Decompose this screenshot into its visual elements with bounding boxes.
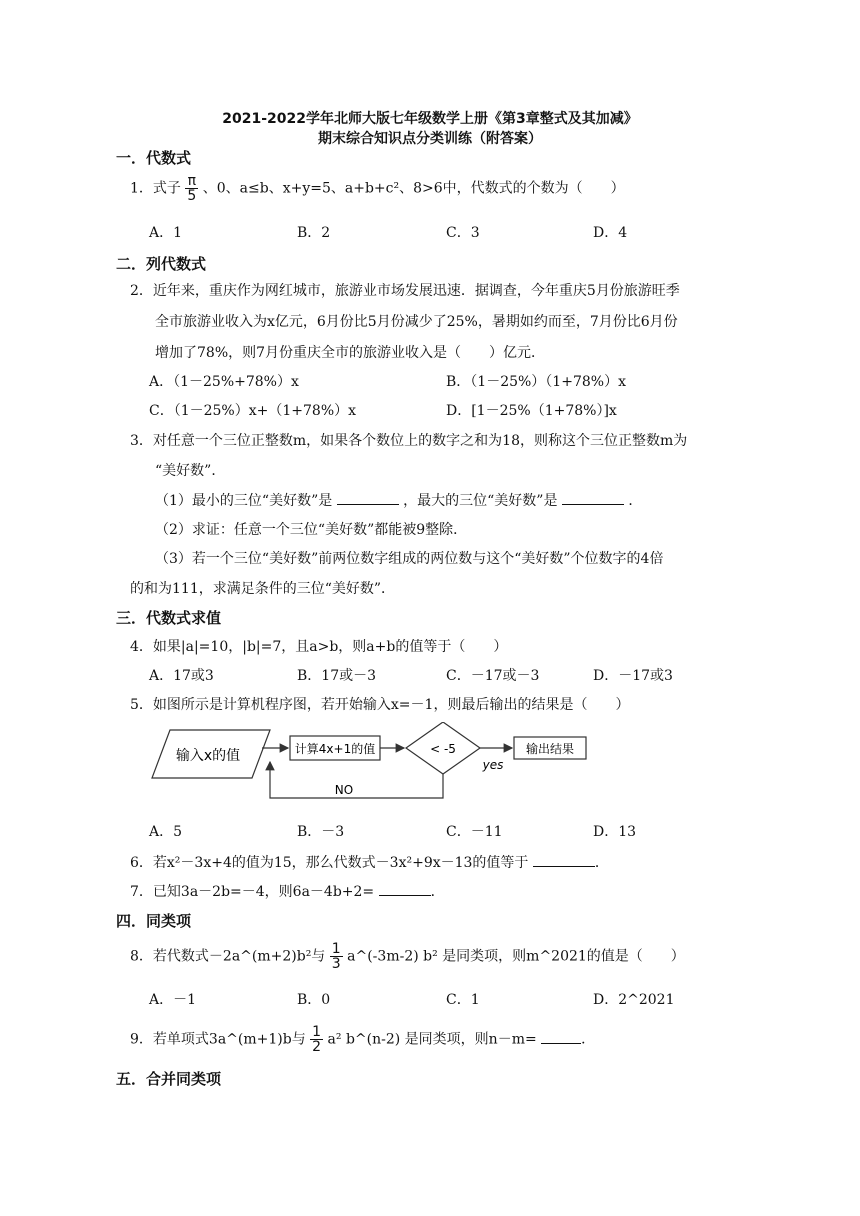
question-4: 4．如果|a|=10，|b|=7，且a>b，则a+b的值等于（ ） (130, 639, 508, 655)
pi-over-5-fraction (185, 174, 198, 203)
question-9: 9．若单项式3a^(m+1)b与 $\frac{1}{2}$ a² b^(n-2) 是同类项，则n－m= ． (130, 1024, 596, 1055)
flow-output-label: 输出结果 (525, 742, 575, 756)
flow-no-label: NO (334, 783, 354, 797)
q4-option-a: A．17或3 (149, 668, 214, 684)
program-flowchart (150, 722, 630, 810)
q3-sub1: （1）最小的三位“美好数”是 ，最大的三位“美好数”是 ． (155, 493, 643, 509)
q8-prefix: 8．若代数式－2a^(m+2)b²与 (130, 948, 326, 965)
answer-blank[interactable] (337, 504, 399, 505)
q9-monomial: a² b^(n-2) (327, 1031, 401, 1048)
flow-yes-label: yes (482, 758, 504, 772)
q3-sub1-part-a: （1）最小的三位“美好数”是 (155, 493, 333, 509)
q8-option-c: C．1 (446, 992, 480, 1008)
question-5: 5．如图所示是计算机程序图，若开始输入x=－1，则最后输出的结果是（ ） (130, 697, 630, 713)
q2-line3: 增加了78%，则7月份重庆全市的旅游业收入是（ ）亿元． (155, 345, 546, 361)
question-7: 7．已知3a－2b=－4，则6a－4b+2= ． (130, 884, 445, 900)
fraction-denominator: 2 (312, 1039, 322, 1055)
q5-option-d: D．13 (593, 824, 637, 840)
q6-text: 6．若x²－3x+4的值为15，那么代数式－3x²+9x－13的值等于 (130, 855, 529, 871)
q3-line1: 3．对任意一个三位正整数m，如果各个数位上的数字之和为18，则称这个三位正整数m为 (130, 433, 688, 449)
q5-option-c: C．－11 (446, 824, 503, 840)
q8-monomial: a^(-3m-2) b² (347, 948, 438, 965)
fraction-denominator: 3 (331, 956, 341, 972)
q4-option-c: C．－17或－3 (446, 668, 540, 684)
section-heading: 三．代数式求值 (116, 609, 222, 627)
q7-text: 7．已知3a－2b=－4，则6a－4b+2= (130, 884, 375, 900)
answer-blank[interactable] (541, 1043, 581, 1044)
question-1 (130, 174, 625, 203)
flow-condition-label: < -5 (430, 742, 456, 756)
q8-option-d: D．2^2021 (593, 992, 675, 1008)
q8-option-b: B．0 (297, 992, 331, 1008)
q2-line2: 全市旅游业收入为x亿元，6月份比5月份减少了25%，暑期如约而至，7月份比6月份 (155, 314, 678, 330)
q4-option-d: D．－17或3 (593, 668, 673, 684)
q8-option-a: A．－1 (149, 992, 197, 1008)
one-half-fraction (310, 1025, 323, 1054)
q5-option-a: A．5 (149, 824, 183, 840)
q9-rest: 是同类项，则n－m= (404, 1031, 537, 1048)
fraction-numerator: π (185, 174, 198, 189)
q2-option-c: C．（1－25%）x+（1+78%）x (149, 403, 357, 419)
q2-line1: 2．近年来，重庆作为网红城市，旅游业市场发展迅速．据调查，今年重庆5月份旅游旺季 (130, 283, 680, 299)
doc-title-line1: 2021-2022学年北师大版七年级数学上册《第3章整式及其加减》 (222, 111, 638, 127)
section-heading: 四．同类项 (116, 912, 192, 930)
q1-option-c: C．3 (446, 225, 480, 241)
section-heading: 一．代数式 (116, 149, 192, 167)
q2-option-b: B．（1－25%）（1+78%）x (446, 374, 626, 390)
q9-prefix: 9．若单项式3a^(m+1)b与 (130, 1031, 306, 1048)
q8-rest: 是同类项，则m^2021的值是（ ） (442, 948, 685, 965)
fraction-numerator: 1 (331, 941, 341, 957)
question-8 (130, 942, 685, 971)
q5-option-b: B．－3 (297, 824, 345, 840)
q3-sub3a: （3）若一个三位“美好数”前两位数字组成的两位数与这个“美好数”个位数字的4倍 (155, 551, 664, 567)
doc-title-line2: 期末综合知识点分类训练（附答案） (318, 131, 542, 147)
answer-blank[interactable] (379, 895, 431, 896)
one-third-fraction (330, 942, 343, 971)
q1-option-d: D．4 (593, 225, 628, 241)
q2-option-a: A．（1－25%+78%）x (149, 374, 299, 390)
flow-input-label: 输入x的值 (175, 748, 241, 764)
flow-calc-label: 计算4x+1的值 (294, 742, 376, 756)
q1-prefix: 1．式子 (130, 180, 181, 197)
section-heading: 二．列代数式 (116, 255, 207, 273)
answer-blank[interactable] (533, 866, 595, 867)
q3-line2: “美好数”． (155, 463, 226, 479)
q3-sub2: （2）求证：任意一个三位“美好数”都能被9整除． (155, 522, 468, 538)
section-heading: 五．合并同类项 (116, 1070, 222, 1088)
fraction-denominator: 5 (187, 188, 197, 204)
q1-option-b: B．2 (297, 225, 331, 241)
q1-option-a: A．1 (149, 225, 183, 241)
answer-blank[interactable] (562, 504, 624, 505)
q2-option-d: D．[1－25%（1+78%）]x (446, 403, 617, 419)
q3-sub3b: 的和为111，求满足条件的三位“美好数”． (130, 581, 396, 597)
fraction-numerator: 1 (312, 1024, 322, 1040)
q1-rest: 、0、a≤b、x+y=5、a+b+c²、8>6中，代数式的个数为（ ） (202, 180, 625, 197)
flow-loop-arrow (270, 762, 443, 798)
question-6: 6．若x²－3x+4的值为15，那么代数式－3x²+9x－13的值等于 ． (130, 855, 609, 871)
q4-option-b: B．17或－3 (297, 668, 377, 684)
q3-sub1-part-b: ，最大的三位“美好数”是 (403, 493, 558, 509)
